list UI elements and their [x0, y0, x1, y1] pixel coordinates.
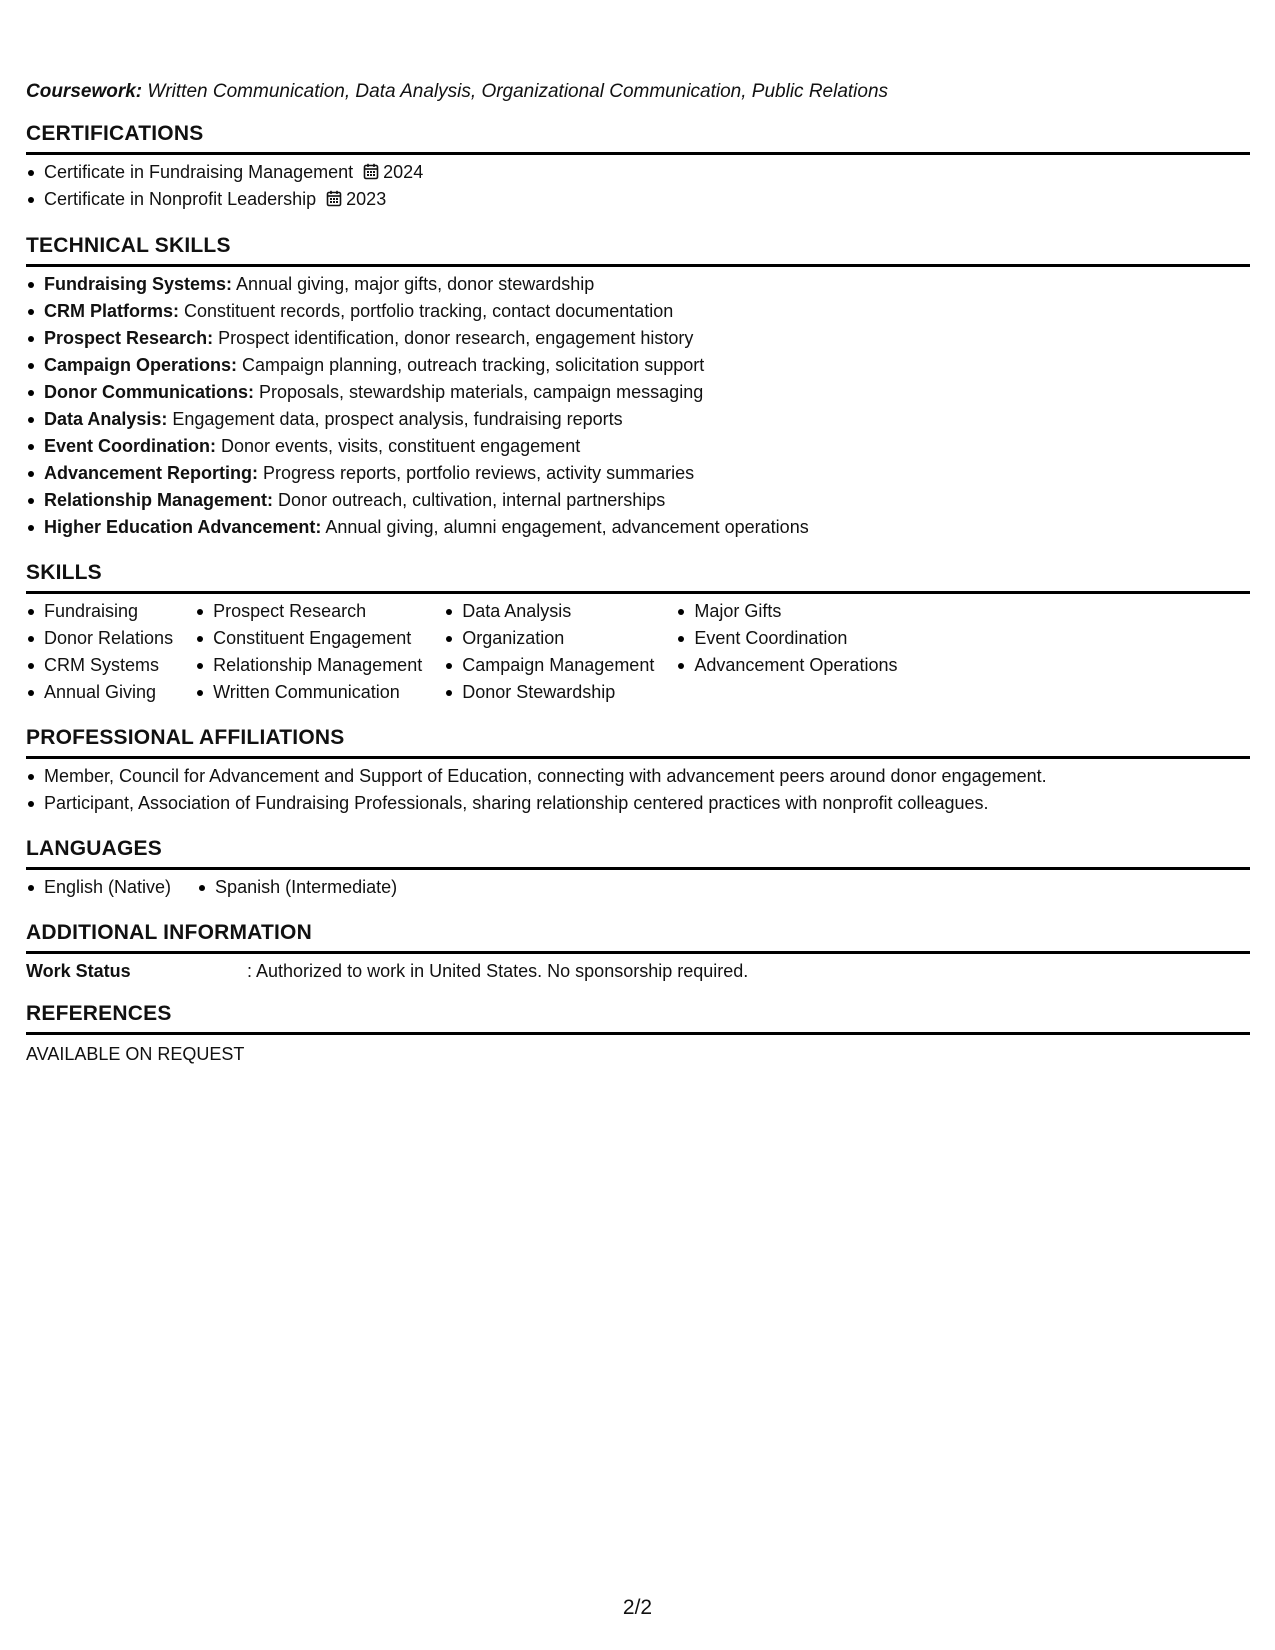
work-status-label: Work Status — [26, 961, 131, 981]
list-item: Advancement Operations — [676, 652, 897, 679]
list-item — [26, 325, 1250, 352]
technical-skills-section — [26, 232, 1250, 541]
coursework-label: Coursework: — [26, 81, 143, 102]
skill-text: Prospect identification, donor research, engagement history — [213, 328, 694, 348]
page-number: 2/2 — [622, 1596, 653, 1619]
skills-column — [676, 598, 897, 706]
skill-text: Donor outreach, cultivation, internal partnerships — [273, 490, 666, 510]
skill-text: Campaign planning, outreach tracking, solicitation support — [237, 355, 705, 375]
skills-column — [26, 598, 173, 706]
list-item — [26, 352, 1250, 379]
languages-list — [26, 874, 1250, 901]
list-item: Constituent Engagement — [195, 625, 422, 652]
affiliations-heading: PROFESSIONAL AFFILIATIONS — [26, 724, 1250, 759]
list-item: Annual Giving — [26, 679, 173, 706]
list-item — [26, 298, 1250, 325]
skill-label: Event Coordination: — [44, 436, 216, 456]
list-item: Major Gifts — [676, 598, 897, 625]
skills-section — [26, 559, 1250, 706]
list-item: Spanish (Intermediate) — [197, 874, 397, 901]
affiliations-list — [26, 763, 1250, 817]
list-item: Donor Relations — [26, 625, 173, 652]
skill-label: Fundraising Systems: — [44, 274, 233, 294]
skills-heading: SKILLS — [26, 559, 1250, 594]
technical-skills-list — [26, 271, 1250, 541]
certification-year: 2024 — [383, 162, 424, 182]
skill-label: Campaign Operations: — [44, 355, 238, 375]
languages-heading: LANGUAGES — [26, 835, 1250, 870]
calendar-icon — [326, 188, 342, 215]
skill-text: Proposals, stewardship materials, campaign messaging — [254, 382, 704, 402]
list-item: Data Analysis — [444, 598, 654, 625]
list-item: Event Coordination — [676, 625, 897, 652]
list-item: English (Native) — [26, 874, 171, 901]
skill-text: Donor events, visits, constituent engagement — [216, 436, 581, 456]
references-section — [26, 1000, 1250, 1068]
list-item — [26, 487, 1250, 514]
certifications-list — [26, 159, 1250, 213]
list-item — [26, 271, 1250, 298]
certifications-section — [26, 120, 1250, 213]
skill-text: Constituent records, portfolio tracking, contact documentation — [179, 301, 674, 321]
certification-year: 2023 — [346, 189, 387, 209]
list-item — [26, 433, 1250, 460]
skill-label: Advancement Reporting: — [44, 463, 259, 483]
languages-section — [26, 835, 1250, 901]
certifications-heading: CERTIFICATIONS — [26, 120, 1250, 155]
list-item: Member, Council for Advancement and Support of Education, connecting with advancement peers around donor engagement. — [26, 763, 1250, 790]
list-item: Campaign Management — [444, 652, 654, 679]
skill-label: Data Analysis: — [44, 409, 168, 429]
skill-label: Higher Education Advancement: — [44, 517, 322, 537]
skill-text: Annual giving, alumni engagement, advancement operations — [321, 517, 809, 537]
calendar-icon — [363, 161, 379, 188]
certification-name: Certificate in Nonprofit Leadership — [44, 189, 317, 209]
skill-text: Engagement data, prospect analysis, fundraising reports — [167, 409, 623, 429]
list-item — [26, 186, 1250, 213]
list-item: Organization — [444, 625, 654, 652]
list-item — [26, 514, 1250, 541]
list-item: Prospect Research — [195, 598, 422, 625]
work-status-row — [26, 958, 1250, 985]
skill-text: Annual giving, major gifts, donor stewardship — [232, 274, 595, 294]
certification-name: Certificate in Fundraising Management — [44, 162, 354, 182]
work-status-value: : Authorized to work in United States. No sponsorship required. — [247, 961, 749, 981]
skill-label: Relationship Management: — [44, 490, 274, 510]
list-item — [26, 406, 1250, 433]
list-item — [26, 460, 1250, 487]
skill-text: Progress reports, portfolio reviews, activity summaries — [258, 463, 695, 483]
references-text: AVAILABLE ON REQUEST — [26, 1044, 245, 1064]
skills-column — [195, 598, 422, 706]
technical-skills-heading: TECHNICAL SKILLS — [26, 232, 1250, 267]
list-item — [26, 379, 1250, 406]
list-item: Written Communication — [195, 679, 422, 706]
coursework-line — [26, 78, 888, 105]
skill-label: Prospect Research: — [44, 328, 214, 348]
list-item: Relationship Management — [195, 652, 422, 679]
references-heading: REFERENCES — [26, 1000, 1250, 1035]
skills-column — [444, 598, 654, 706]
list-item: CRM Systems — [26, 652, 173, 679]
skills-columns — [26, 598, 1250, 706]
list-item — [26, 159, 1250, 186]
additional-information-section — [26, 919, 1250, 985]
skill-label: CRM Platforms: — [44, 301, 180, 321]
skill-label: Donor Communications: — [44, 382, 254, 402]
list-item: Participant, Association of Fundraising Professionals, sharing relationship centered practices with nonprofit colleagues. — [26, 790, 1250, 817]
additional-information-heading: ADDITIONAL INFORMATION — [26, 919, 1250, 954]
list-item: Donor Stewardship — [444, 679, 654, 706]
list-item: Fundraising — [26, 598, 173, 625]
coursework-text: Written Communication, Data Analysis, Organizational Communication, Public Relations — [142, 81, 889, 102]
affiliations-section — [26, 724, 1250, 817]
